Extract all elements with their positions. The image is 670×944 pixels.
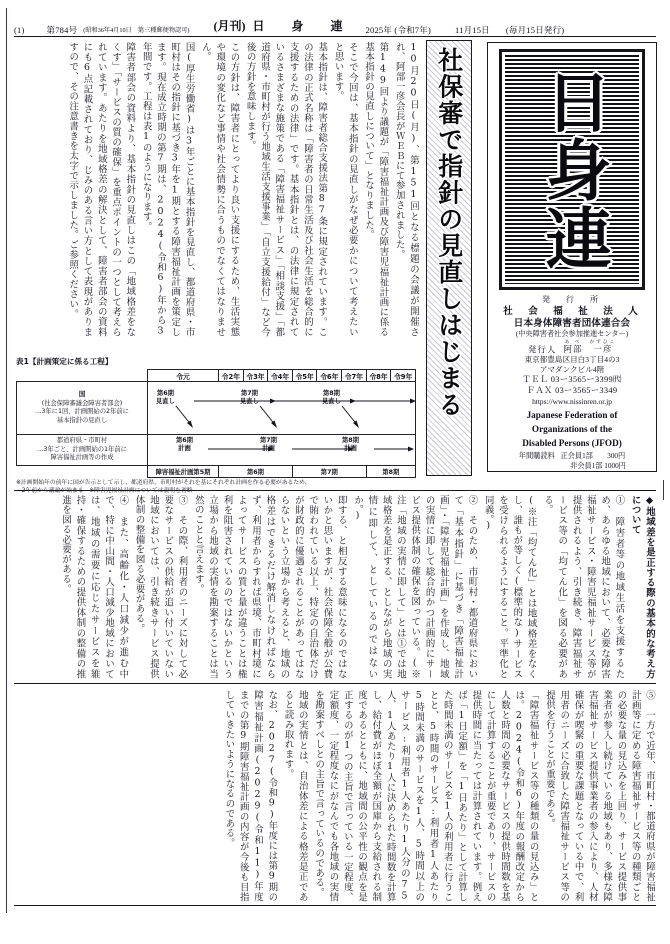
plan-marker bbox=[260, 437, 277, 452]
fee-nonmember: 非会員1部 1000円 bbox=[570, 461, 626, 470]
mid-section-heading: ◆地域差を是正する際の基本的な考え方について bbox=[629, 495, 655, 679]
english-name-line-2: Organizations of the bbox=[531, 423, 613, 434]
year-header: 令4年 bbox=[268, 370, 293, 382]
phase-line-1: 第6期 bbox=[156, 390, 174, 397]
national-label-line-3: …3年に1回、計画開始の2年前に bbox=[35, 408, 129, 415]
main-headline-text: 社保審で指針の見直しはじまる bbox=[434, 47, 464, 418]
mid-section-column: ② そのため、市町村・都道府県において「基本指針」に基づき「障害福祉計画」・「障害児福祉計画」を作成し、地域の実情に即して総合的かつ計画的にサービス提供体制の確保を図っている。(※注「地域の実情に即して」とは①では地域格差を是正する、としながら地域の実情に即して、としているのではないか。) bbox=[352, 495, 478, 679]
masthead-divider bbox=[14, 36, 656, 37]
page-frame-left-rule bbox=[6, 8, 7, 913]
mid-section-column: (※注「均てん化」とは地域格差をなくし、誰もが等しく(標準的な)サービスを受けられるようにすること。平準化と同義。) bbox=[482, 495, 537, 679]
section-divider-2 bbox=[14, 683, 656, 684]
year-header: 令9年 bbox=[391, 370, 416, 382]
mid-section-columns bbox=[14, 495, 656, 679]
national-label-line-4: 基本指針の見直し bbox=[56, 416, 108, 424]
header-corner-blank bbox=[17, 370, 148, 382]
table-header-row bbox=[17, 370, 416, 382]
page-frame-right-rule bbox=[663, 480, 664, 500]
process-table-container bbox=[16, 356, 416, 496]
publisher-label: 発 行 所 bbox=[542, 295, 602, 305]
process-table bbox=[16, 369, 416, 478]
year-header: 令2年 bbox=[219, 370, 244, 382]
english-name-line-1: Japanese Federation of bbox=[526, 409, 618, 420]
plan-line-2: 計画 bbox=[178, 444, 191, 452]
phase-marker bbox=[322, 390, 341, 405]
page-bottom-rule bbox=[14, 905, 656, 906]
table-footnote bbox=[16, 480, 416, 496]
plan-line-1: 第6期 bbox=[176, 437, 193, 444]
issue-number: 第784号 bbox=[46, 24, 78, 35]
table-footnote-line-1: ※計画開始年の前年に国が告示として示し、都道府県、市町村がそれを基にそれぞれ計画を作る必要があるため、 bbox=[16, 480, 311, 486]
bottom-section-columns bbox=[14, 690, 656, 902]
organization-subtitle: (中央障害者社会参加推進センター) bbox=[515, 330, 629, 339]
period-band-cell: 第6期 bbox=[219, 466, 293, 478]
plan-line-1: 第8期 bbox=[342, 437, 359, 444]
year-header: 令元 bbox=[148, 370, 219, 382]
fax: ＦＡＸ 03ー3565ー3349 bbox=[526, 386, 618, 396]
table-footnote-line-2: 2年前から議論が始まる ※障害児福祉計画については説明を省略 bbox=[16, 487, 193, 494]
website-url[interactable]: https://www.nissinren.or.jp bbox=[532, 397, 612, 406]
bottom-section-column: なお、2027(令和9)年度には第9期の障害福祉計画(2029(令和11)年度までの第9期障害福祉計画の内容が今後も目指していきたいようになるのである。 bbox=[223, 690, 278, 902]
year-header: 令6年 bbox=[317, 370, 342, 382]
frequency-label: (月刊) bbox=[213, 19, 246, 33]
logo-plate bbox=[499, 49, 645, 290]
plan-line-2: 計画 bbox=[344, 444, 357, 452]
issuer-line bbox=[488, 340, 656, 356]
logo-title-characters: 日身連 bbox=[533, 67, 612, 272]
mid-section-column: 即する、と相反する意味になるのではないかと思いますが、社会保障全般が公費で賄われている以上、特定の自治体だけが財政的に優遇されることがあってはならないという立場から考えると、地域の格差はできるだけ解消しなければならず、利用者からすれば県境、市町村境によってサービスの質と量が違うことは権利を阻害されているのではないかという立場から地域の実情を勘案することは当然のことと言えます。 bbox=[192, 495, 347, 679]
plan-marker bbox=[176, 437, 193, 452]
phase-line-2: 見直し bbox=[156, 397, 175, 405]
issuer-ruby-2: かずひこ bbox=[589, 338, 617, 344]
issuer-name-1-group bbox=[564, 340, 583, 356]
national-label-line-1: 国 bbox=[78, 391, 86, 398]
local-row-label bbox=[17, 435, 148, 466]
table-row bbox=[17, 382, 416, 435]
section-divider-1 bbox=[14, 490, 656, 491]
year-header: 令7年 bbox=[342, 370, 367, 382]
issue-year: 2025年 (令和7年) bbox=[365, 24, 431, 35]
phase-line-1: 第7期 bbox=[240, 390, 258, 397]
bottom-section-column: ⑤ 一方で近年、市町村・都道府県が障害福祉計画等に定める障害福祉サービス等の種類ごとの必要な量の見込みを上回り、サービス提供事業者が参入し続けている地域もあり、多様な障害福祉サービス提供事業者の参入により、人材確保が喫緊の重要な課題となっている中で、利用者のニーズに合致した障害福祉サービス等の提供を行うことが重要である。 bbox=[543, 690, 655, 902]
article-column: 10月20日(月)、第151回となる標題の会議が開催され、阿部一彦会長がＷＥＢにて参加されました。 bbox=[393, 42, 419, 337]
page-number: (1) bbox=[14, 24, 25, 35]
phase-marker bbox=[156, 390, 175, 405]
issuer-ruby-1: あ べ bbox=[564, 338, 582, 344]
organization-name: 日本身体障害者団体連合会 bbox=[513, 319, 631, 330]
issuer-name-1: 阿部 bbox=[563, 344, 583, 355]
plan-marker bbox=[342, 437, 359, 452]
local-label-line-1: 都道府県・市町村 bbox=[56, 437, 108, 445]
table-period-band-row bbox=[17, 466, 416, 478]
period-band-cell: 第7期 bbox=[292, 466, 366, 478]
year-header: 令3年 bbox=[243, 370, 268, 382]
article-column: 基本指針は、障害者総合支援法第87条に規定されています。この法律の正式名称は「障害者の日常生活及び社会生活を総合的に支援するための法律」です。基本指針とは、の法律に規定されているさまざまな施策である「障害福祉サービス」「相談支援」「都道府県・市町村が行う地域生活支援事業」「自立支援給付」など今後の方針を意味します。 bbox=[244, 42, 328, 337]
national-timeline-arrows bbox=[148, 382, 418, 434]
masthead-title-char-1: 日 bbox=[252, 19, 266, 33]
phase-line-2: 見直し bbox=[240, 397, 259, 405]
masthead-logo-box bbox=[487, 42, 657, 472]
year-header: 令8年 bbox=[366, 370, 391, 382]
masthead-title-char-3: 連 bbox=[330, 19, 344, 33]
plan-line-2: 計画 bbox=[262, 444, 275, 452]
masthead-title-char-2: 身 bbox=[291, 19, 305, 33]
period-band-cell: 障害福祉計画第5期 bbox=[148, 466, 219, 478]
plan-line-1: 第7期 bbox=[260, 437, 277, 444]
top-article-columns bbox=[14, 42, 420, 337]
postal-permit: (昭和36年4月10日 第三種郵便物認可) bbox=[83, 27, 190, 34]
article-column: 国(厚生労働省)は3年ごとに基本指針を見直し、都道府県・市町村はその指針に基づき3年を1期とする障害福祉計画を策定します。現在成立時期の第7期は、2024(令和6)年から3年間です。工程は表1のようになります。 bbox=[140, 42, 195, 337]
mid-section-column: ③ その際、利用者のニーズに対して必要なサービスの供給が追い付いていない地域においては、引き続きサービス提供体制の整備を図る必要がある。 bbox=[133, 495, 188, 679]
article-column: この方針は、障害者にとってより良い支援にするため、生活実態や環境の変化など事情や社会情勢に合うものでなくてはなりません。 bbox=[199, 42, 240, 337]
local-timeline-cell bbox=[148, 435, 416, 466]
fee-label: 年間購読料 bbox=[518, 452, 555, 461]
corporation-type: 社 会 福 祉 法 人 bbox=[503, 306, 641, 317]
article-column: 第149回より議題が「障害福祉計画及び障害児福祉計画に係る基本指針の見直しについて」となりました。 bbox=[363, 42, 389, 337]
publisher-info bbox=[488, 295, 656, 471]
national-label-line-2: (社会保障審議会障害者部会) bbox=[41, 399, 123, 407]
period-band-cell: 第8期 bbox=[366, 466, 415, 478]
article-column: 障害者部会の資料より、基本指針の見直しはこの「地域格差をなくす」「サービスの質の確保」を重点ポイントの一つとして考えられています。あたりを地域格差の解決として、障害者部会の資料にも6点記載されており、じみのある言い方として表現がありますので、その注意書きを太字で示しました。ご参照ください。 bbox=[67, 42, 136, 337]
article-column: そこで今回は、基本指針の見直しがなぜ必要かについて考えたいと思います。 bbox=[332, 42, 358, 337]
table-title: 表1【計画策定に係る工程】 bbox=[16, 357, 113, 366]
table-row bbox=[17, 435, 416, 466]
main-headline-banner bbox=[426, 40, 472, 476]
fee-member: 正会員1部 300円 bbox=[560, 452, 626, 461]
issuer-label: 発行人 bbox=[527, 344, 557, 355]
local-label-line-2: …3年ごと、計画開始の1年前に bbox=[37, 445, 127, 453]
phase-marker bbox=[240, 390, 259, 405]
masthead-line bbox=[14, 14, 656, 34]
band-corner-blank bbox=[17, 466, 148, 478]
year-header: 令5年 bbox=[292, 370, 317, 382]
issuer-name-2-group bbox=[590, 340, 616, 356]
local-label-line-3: 障害福祉計画等の作成 bbox=[50, 454, 114, 462]
bottom-section-column: 「障害福祉サービス等の種類の量の見込み」とは。2024(令和6)年度の報酬改定から人数と時間の必要なサービスの提供時間数を基にして計算することが重要であり、サービスの提供時間に当たっては計算されています。例えば「1日定額」を「1日あたり」として計算した時間未満のサービスを1人の利用者に行うことと、5時間のサービス:利用者1人あたり5時間未満のサービスを1人、5時間以上のサービス:利用者1人あたり1人分の75人、1人あたり1人に決められた時間数を計算し、給付費がほぼ全額が国庫から支給される制度であるとともに、地域間の公平性の観点を是正するのが1つの主旨で言っている一定程度、定額度、一定程度なにがなんでも各地域の実情を勘案すべしとの主旨で言っているのである。 bbox=[313, 690, 539, 902]
national-timeline-cell bbox=[148, 382, 416, 435]
telephone: ＴＥＬ 03ー3565ー3399㈹ bbox=[522, 375, 622, 385]
issue-date: 11月15日 bbox=[454, 24, 490, 35]
mid-section-column: ④ また、高齢化・人口減少が進む中で、特に中山間・人口減少地域においては、地域の需要に応じたサービスを維持・確保するための提供体制の整備の推進を図る必要がある。 bbox=[60, 495, 129, 679]
subscription-fees bbox=[488, 452, 656, 471]
national-row-label bbox=[17, 382, 148, 435]
english-name-line-3: Disabled Persons (JFOD) bbox=[522, 438, 622, 449]
address-line-2: アマダンクビル4階 bbox=[539, 365, 605, 375]
phase-line-1: 第8期 bbox=[322, 390, 340, 397]
publish-note: (毎月15日発行) bbox=[505, 24, 565, 35]
bottom-section-column: 地域の実情とは、自治体差による格差是正であると読み取れます。 bbox=[282, 690, 308, 902]
phase-line-2: 見直し bbox=[322, 397, 341, 405]
mid-section-column: ① 障害者等の地域生活を支援するため、あらゆる地域において、必要な障害福祉サービス・障害児福祉サービス等が提供されるよう、引き続き、障害福祉サービス等の「均てん化」を図る必要がある。 bbox=[541, 495, 625, 679]
address-line-1: 東京都豊島区目白3丁目4の3 bbox=[524, 355, 620, 365]
issuer-name-2: 一彦 bbox=[593, 344, 613, 355]
